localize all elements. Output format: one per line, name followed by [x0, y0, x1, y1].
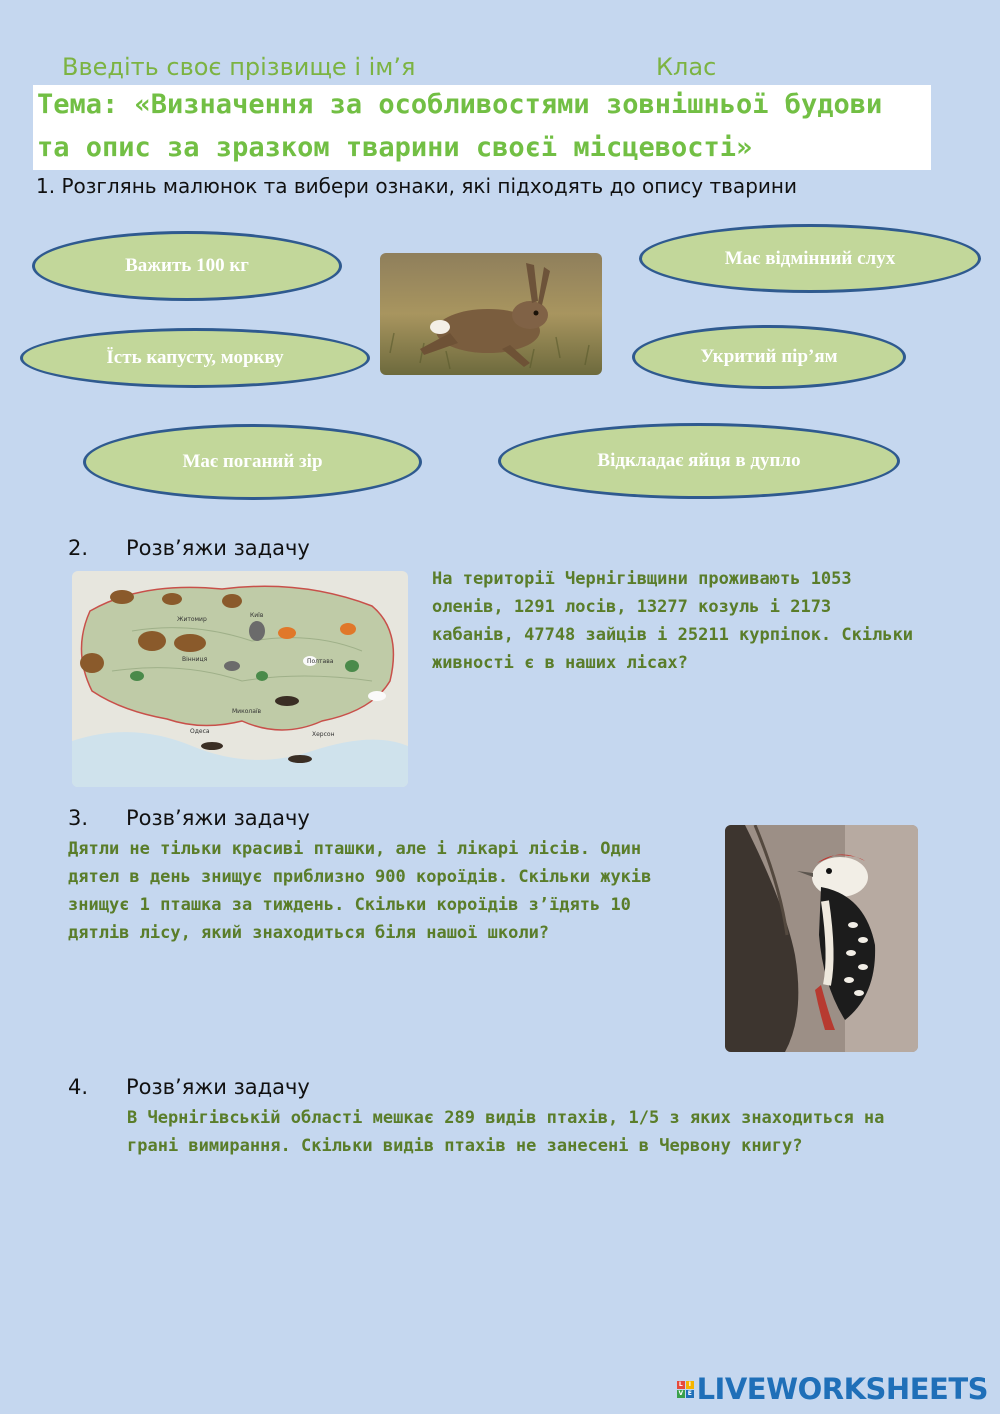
topic-line-1: Тема: «Визначення за особливостями зовнішньої будови	[37, 89, 883, 120]
map-label-odesa: Одеса	[190, 728, 210, 735]
task3-heading-text: Розв’яжи задачу	[126, 806, 310, 830]
option-lays-eggs[interactable]: Відкладає яйця в дупло	[498, 423, 900, 499]
woodpecker-photo	[725, 825, 918, 1052]
task3-text: Дятли не тільки красиві пташки, але і лікарі лісів. Один дятел в день знищує приблизно 900 короїдів. Скільки жуків знищує 1 пташка за тиждень. Скільки короїдів з’їдять 10 дятлів лісу, який знаходиться біля нашої школи?	[68, 839, 652, 943]
option-weighs-100kg[interactable]: Важить 100 кг	[32, 231, 342, 301]
task2-heading	[68, 536, 310, 560]
task4-heading	[68, 1075, 310, 1099]
task4-text: В Чернігівській області мешкає 289 видів птахів, 1/5 з яких знаходиться на грані вимирання. Скільки видів птахів не занесені в Червону книгу?	[127, 1108, 885, 1156]
task2-number: 2.	[68, 536, 89, 560]
map-label-zhytomyr: Житомир	[177, 616, 207, 623]
option-excellent-hearing[interactable]: Має відмінний слух	[639, 224, 981, 293]
map-label-poltava: Полтава	[307, 658, 334, 665]
task4-heading-text: Розв’яжи задачу	[126, 1075, 310, 1099]
option-poor-eyesight[interactable]: Має поганий зір	[83, 424, 422, 500]
topic-box	[33, 85, 931, 170]
liveworksheets-icon	[677, 1381, 694, 1398]
logo-mark-i: I	[686, 1381, 694, 1389]
name-label: Введіть своє прізвище і ім’я	[62, 53, 416, 81]
task4-number: 4.	[68, 1075, 89, 1099]
logo-mark-l: L	[677, 1381, 685, 1389]
logo-text: LIVEWORKSHEETS	[696, 1372, 988, 1406]
map-label-mykolaiv: Миколаїв	[232, 708, 262, 715]
task3-heading	[68, 806, 310, 830]
task3-number: 3.	[68, 806, 89, 830]
option-eats-cabbage[interactable]: Їсть капусту, моркву	[20, 328, 370, 388]
task1-prompt: 1. Розглянь малюнок та вибери ознаки, які підходять до опису тварини	[36, 174, 797, 198]
hare-photo	[380, 253, 602, 375]
liveworksheets-logo[interactable]	[677, 1372, 988, 1406]
task2-text: На території Чернігівщини проживають 1053 оленів, 1291 лосів, 13277 козуль і 2173 кабанів, 47748 зайців і 25211 курпіпок. Скільки живності є в наших лісах?	[432, 569, 914, 673]
map-label-kyiv: Київ	[250, 612, 264, 619]
option-covered-feathers[interactable]: Укритий пір’ям	[632, 325, 906, 389]
class-label: Клас	[656, 53, 717, 81]
ukraine-animal-map	[72, 571, 408, 787]
topic-line-2: та опис за зразком тварини своєї місцевості»	[37, 132, 753, 163]
map-label-vinnytsia: Вінниця	[182, 656, 208, 663]
logo-mark-v: V	[678, 1389, 683, 1397]
task2-heading-text: Розв’яжи задачу	[126, 536, 310, 560]
logo-mark-e: E	[686, 1390, 694, 1398]
map-label-kherson: Херсон	[312, 731, 335, 738]
